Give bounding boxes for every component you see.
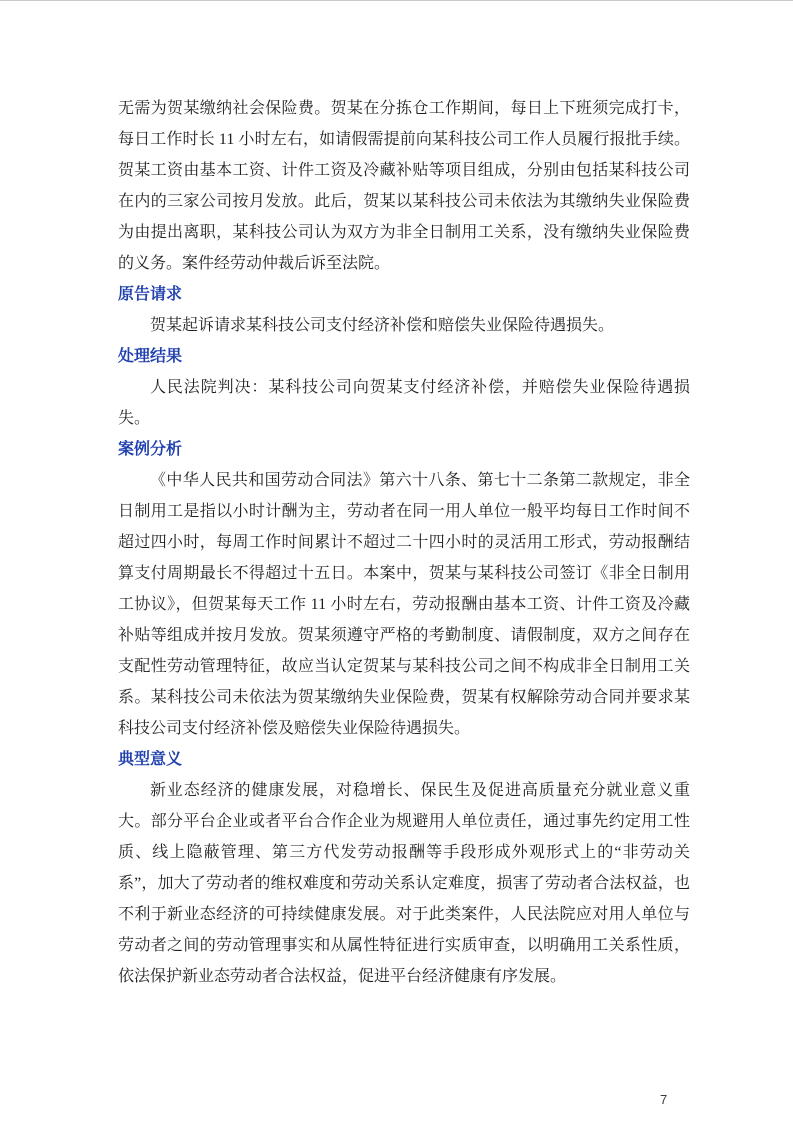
section-paragraph-plaintiff-claim: 贺某起诉请求某科技公司支付经济补偿和赔偿失业保险待遇损失。 [150, 317, 615, 334]
content-column [118, 93, 690, 992]
section-paragraph-typical-significance: 新业态经济的健康发展，对稳增长、保民生及促进高质量充分就业意义重大。部分平台企业或者平台合作企业为规避用人单位责任，通过事先约定用工性质、线上隐蔽管理、第三方代发劳动报酬等手段形成外观形式上的“非劳动关系”，加大了劳动者的维权难度和劳动关系认定难度，损害了劳动者合法权益，也不利于新业态经济的可持续健康发展。对于此类案件，人民法院应对用人单位与劳动者之间的劳动管理事实和从属性特征进行实质审查，以明确用工关系性质，依法保护新业态劳动者合法权益，促进平台经济健康有序发展。 [118, 782, 690, 985]
page-number: 7 [660, 1092, 668, 1107]
intro-paragraph: 无需为贺某缴纳社会保险费。贺某在分拣仓工作期间，每日上下班须完成打卡，每日工作时长 11 小时左右，如请假需提前向某科技公司工作人员履行报批手续。贺某工资由基本工资、计件工资及冷藏补贴等项目组成，分别由包括某科技公司在内的三家公司按月发放。此后，贺某以某科技公司未依法为其缴纳失业保险费为由提出离职，某科技公司认为双方为非全日制用工关系，没有缴纳失业保险费的义务。案件经劳动仲裁后诉至法院。 [118, 100, 690, 272]
section-paragraph-ruling-result: 人民法院判决：某科技公司向贺某支付经济补偿，并赔偿失业保险待遇损失。 [118, 379, 690, 427]
section-paragraph-case-analysis: 《中华人民共和国劳动合同法》第六十八条、第七十二条第二款规定，非全日制用工是指以小时计酬为主，劳动者在同一用人单位一般平均每日工作时间不超过四小时，每周工作时间累计不超过二十四小时的灵活用工形式，劳动报酬结算支付周期最长不得超过十五日。本案中，贺某与某科技公司签订《非全日制用工协议》，但贺某每天工作 11 小时左右，劳动报酬由基本工资、计件工资及冷藏补贴等组成并按月发放。贺某须遵守严格的考勤制度、请假制度，双方之间存在支配性劳动管理特征，故应当认定贺某与某科技公司之间不构成非全日制用工关系。某科技公司未依法为贺某缴纳失业保险费，贺某有权解除劳动合同并要求某科技公司支付经济补偿及赔偿失业保险待遇损失。 [118, 472, 690, 737]
section-heading-ruling-result: 处理结果 [118, 348, 183, 365]
section-heading-typical-significance: 典型意义 [118, 751, 183, 768]
section-heading-plaintiff-claim: 原告请求 [118, 286, 183, 303]
section-heading-case-analysis: 案例分析 [118, 441, 183, 458]
